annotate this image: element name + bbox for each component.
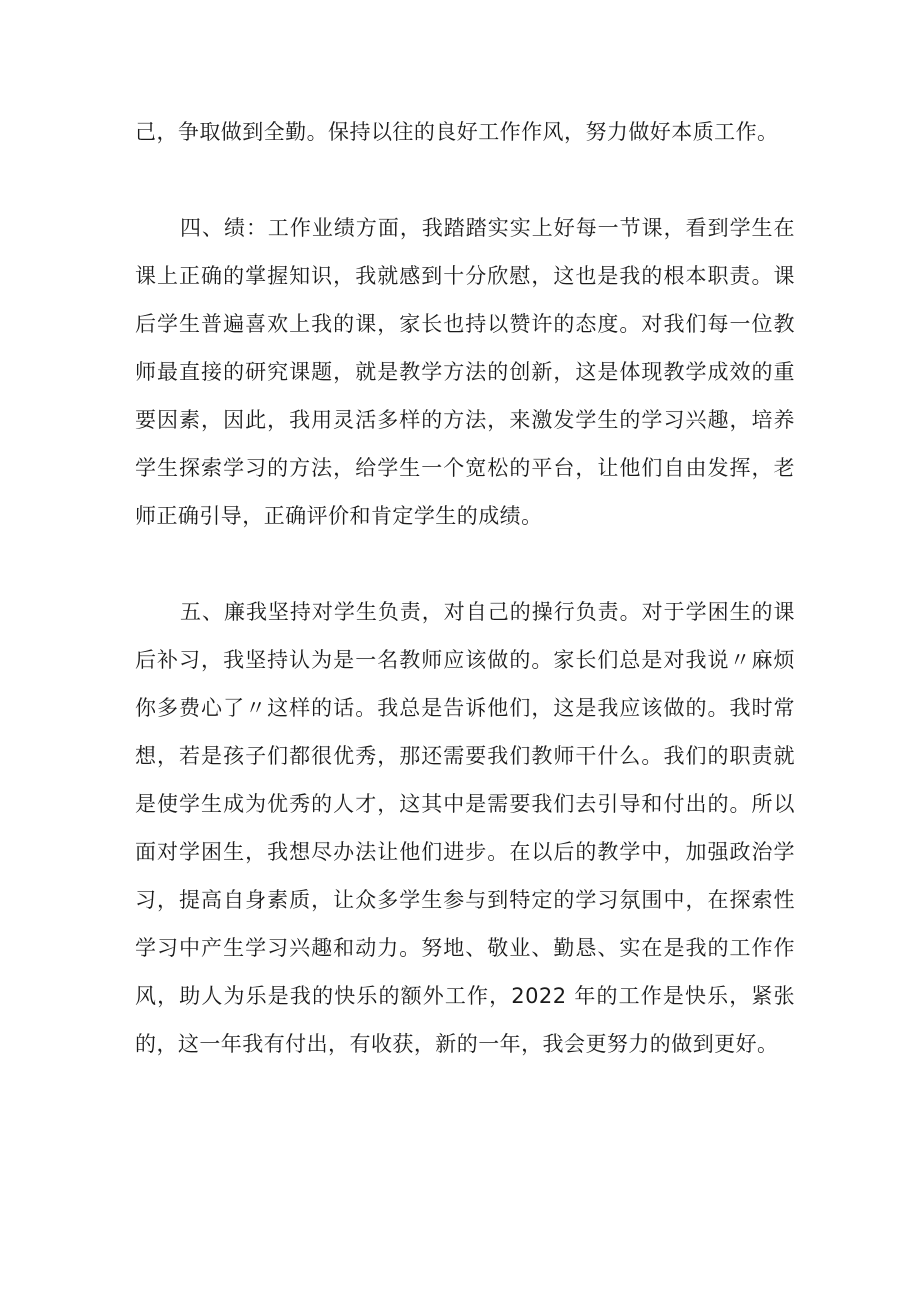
text-line: 师最直接的研究课题，就是教学方法的创新，这是体现教学成效的重 [135,360,795,384]
text-line: 面对学困生，我想尽办法让他们进步。在以后的教学中，加强政治学 [135,840,795,864]
text-line: 风，助人为乐是我的快乐的额外工作，2022 年的工作是快乐，紧张 [135,984,795,1008]
text-line: 你多费心了〃这样的话。我总是告诉他们，这是我应该做的。我时常 [135,696,795,720]
text-line: 习，提高自身素质，让众多学生参与到特定的学习氛围中，在探索性 [135,888,795,912]
text-line: 四、绩：工作业绩方面，我踏踏实实上好每一节课，看到学生在 [180,216,795,240]
text-line: 后学生普遍喜欢上我的课，家长也持以赞许的态度。对我们每一位教 [135,312,795,336]
text-line: 学生探索学习的方法，给学生一个宽松的平台，让他们自由发挥，老 [135,456,795,480]
text-line: 后补习，我坚持认为是一名教师应该做的。家长们总是对我说〃麻烦 [135,648,795,672]
text-line: 课上正确的掌握知识，我就感到十分欣慰，这也是我的根本职责。课 [135,264,795,288]
text-line: 的，这一年我有付出，有收获，新的一年，我会更努力的做到更好。 [135,1032,779,1056]
text-line: 是使学生成为优秀的人才，这其中是需要我们去引导和付出的。所以 [135,792,795,816]
text-line: 五、廉我坚持对学生负责，对自己的操行负责。对于学困生的课 [180,600,795,624]
text-line: 学习中产生学习兴趣和动力。努地、敬业、勤恳、实在是我的工作作 [135,936,795,960]
text-line: 要因素，因此，我用灵活多样的方法，来激发学生的学习兴趣，培养 [135,408,795,432]
text-line: 师正确引导，正确评价和肯定学生的成绩。 [135,504,543,528]
text-line: 己，争取做到全勤。保持以往的良好工作作风，努力做好本质工作。 [135,120,779,144]
text-line: 想，若是孩子们都很优秀，那还需要我们教师干什么。我们的职责就 [135,744,795,768]
